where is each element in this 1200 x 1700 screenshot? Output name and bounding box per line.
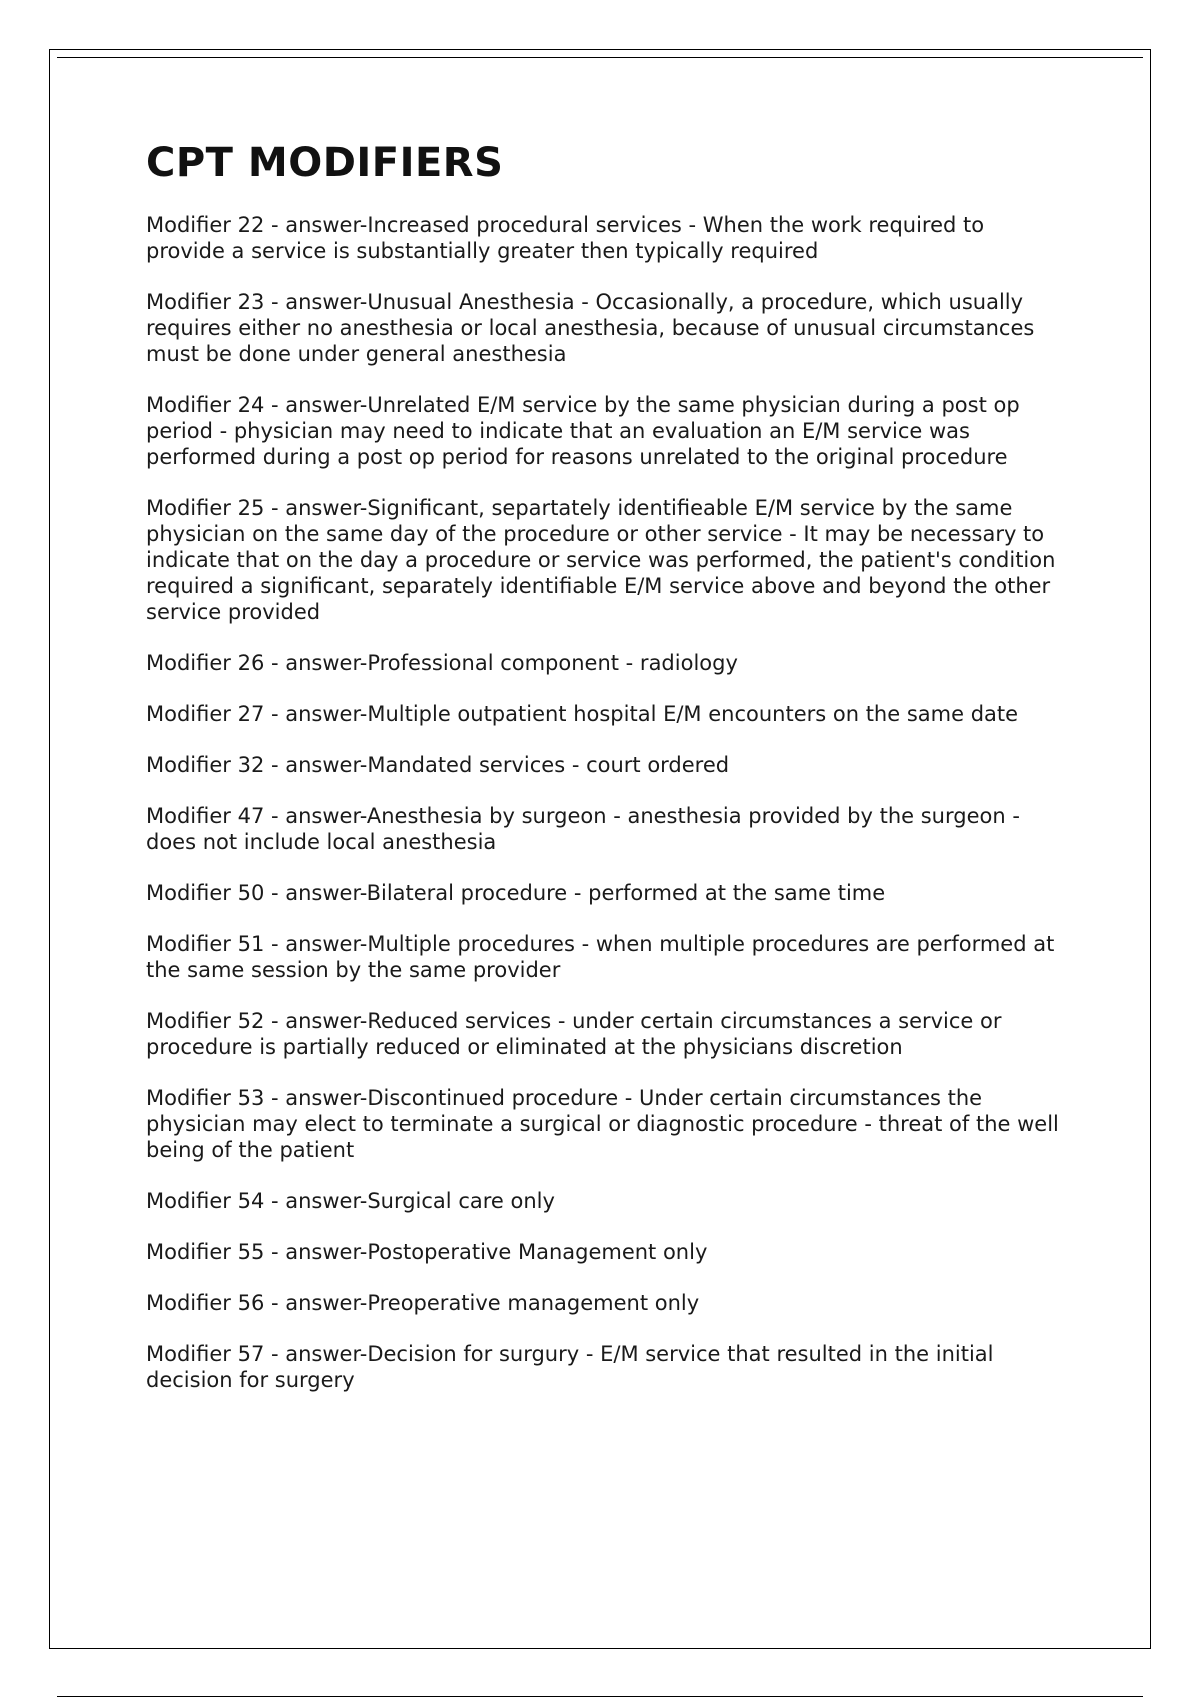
modifier-entry: Modifier 22 - answer-Increased procedural services - When the work required to provide a service is substantially greater then typically required	[146, 213, 985, 263]
modifier-entry: Modifier 51 - answer-Multiple procedures - when multiple procedures are performed at the same session by the same provider	[146, 932, 1055, 982]
modifier-entry: Modifier 53 - answer-Discontinued procedure - Under certain circumstances the physician may elect to terminate a surgical or diagnostic procedure - threat of the well being of the patient	[146, 1086, 1059, 1162]
modifier-entry: Modifier 54 - answer-Surgical care only	[146, 1189, 555, 1213]
document-body	[146, 140, 1066, 1418]
page-title: CPT MODIFIERS	[146, 140, 504, 186]
modifier-entry: Modifier 25 - answer-Significant, separtately identifieable E/M service by the same physician on the same day of the procedure or other service - It may be necessary to indicate that on the day a procedure or service was performed, the patient's condition required a significant, separately identifiable E/M service above and beyond the other service provided	[146, 496, 1056, 624]
modifier-entry: Modifier 23 - answer-Unusual Anesthesia - Occasionally, a procedure, which usually requires either no anesthesia or local anesthesia, because of unusual circumstances must be done under general anesthesia	[146, 290, 1035, 366]
modifier-entry: Modifier 56 - answer-Preoperative management only	[146, 1291, 700, 1315]
modifier-entry: Modifier 47 - answer-Anesthesia by surgeon - anesthesia provided by the surgeon - does not include local anesthesia	[146, 804, 1020, 854]
page-bottom-rule	[57, 1696, 1143, 1697]
modifier-entry: Modifier 55 - answer-Postoperative Management only	[146, 1240, 708, 1264]
modifier-entry: Modifier 52 - answer-Reduced services - under certain circumstances a service or procedure is partially reduced or eliminated at the physicians discretion	[146, 1009, 1002, 1059]
modifier-entry: Modifier 57 - answer-Decision for surgury - E/M service that resulted in the initial decision for surgery	[146, 1342, 994, 1392]
modifier-entry: Modifier 32 - answer-Mandated services - court ordered	[146, 753, 730, 777]
frame-top-rule	[57, 57, 1143, 58]
modifier-entry: Modifier 50 - answer-Bilateral procedure - performed at the same time	[146, 881, 886, 905]
modifier-entry: Modifier 26 - answer-Professional component - radiology	[146, 651, 738, 675]
modifier-entry: Modifier 24 - answer-Unrelated E/M service by the same physician during a post op period - physician may need to indicate that an evaluation an E/M service was performed during a post op period for reasons unrelated to the original procedure	[146, 393, 1020, 469]
modifier-entry: Modifier 27 - answer-Multiple outpatient hospital E/M encounters on the same date	[146, 702, 1019, 726]
